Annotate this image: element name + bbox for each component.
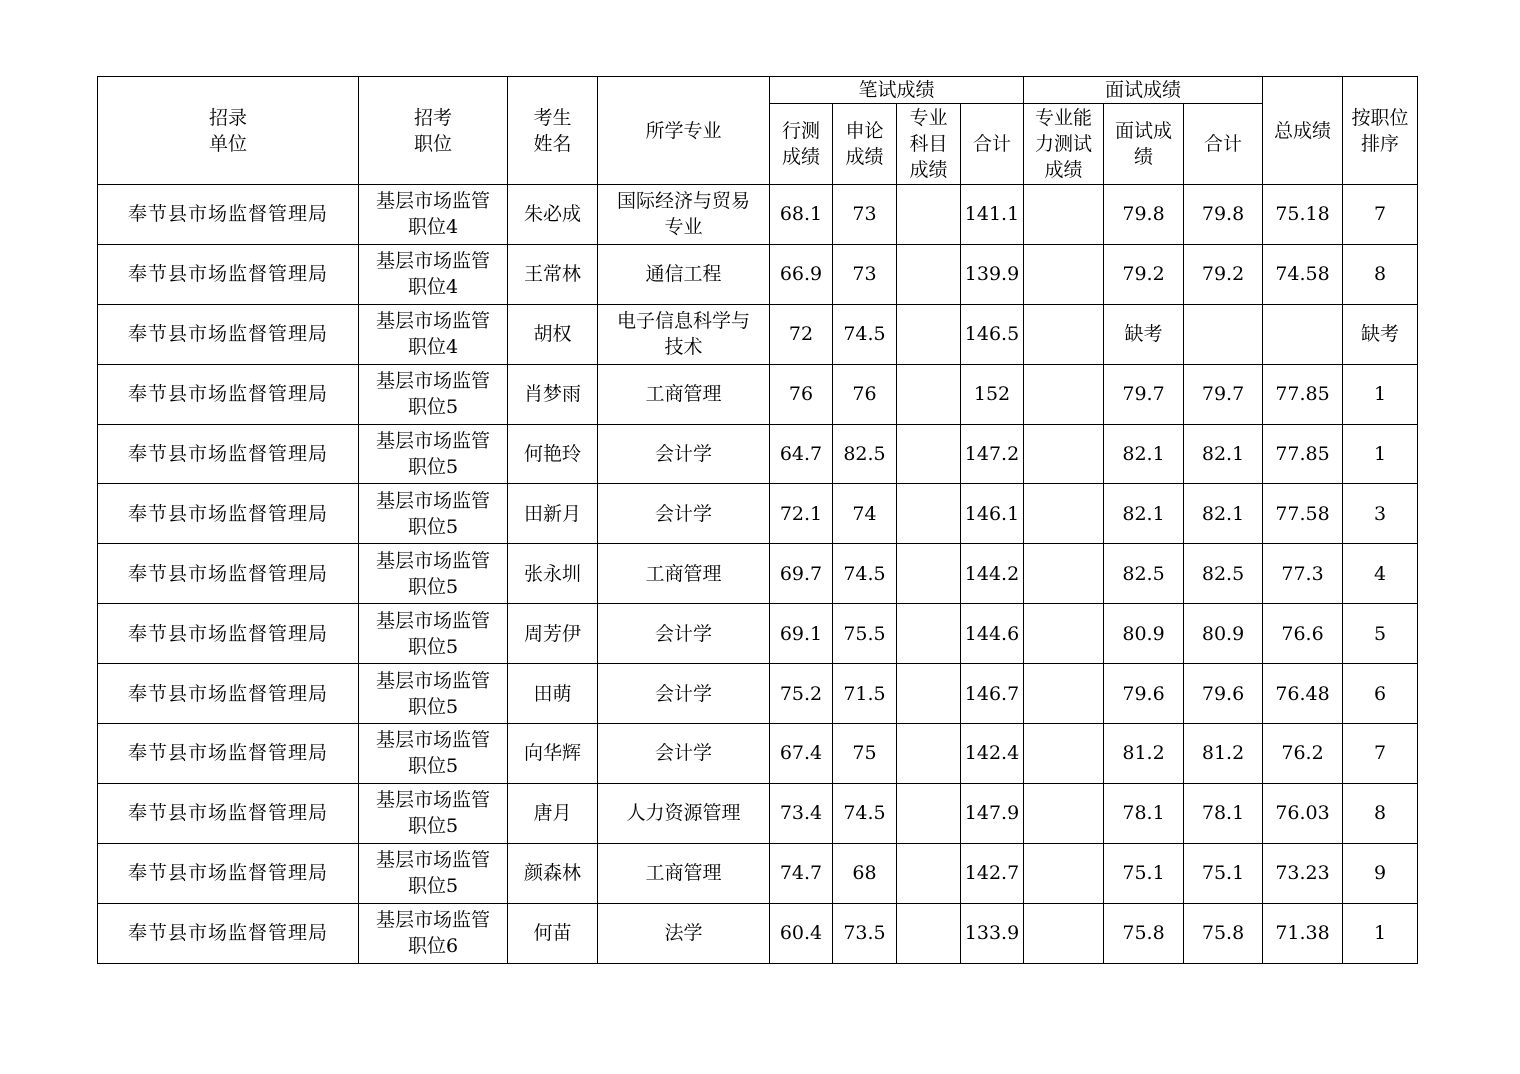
cell-total: 76.03: [1263, 783, 1343, 843]
header-written-total: 合计: [961, 104, 1024, 185]
cell-interview-total: 75.8: [1184, 903, 1263, 963]
cell-interview-total: 79.6: [1184, 664, 1263, 724]
cell-rank: 1: [1343, 364, 1418, 424]
cell-name: 王常林: [508, 244, 598, 304]
table-row: [98, 304, 1418, 364]
cell-written-total: 146.1: [961, 484, 1024, 544]
cell-xingce: 69.7: [770, 544, 833, 604]
cell-total: 73.23: [1263, 843, 1343, 903]
cell-major: 法学: [598, 903, 770, 963]
cell-shenlun: 75: [833, 724, 897, 784]
cell-ability: [1024, 424, 1104, 484]
cell-unit: 奉节县市场监督管理局: [98, 424, 359, 484]
header-interview: 面试成 绩: [1104, 104, 1184, 185]
cell-unit: 奉节县市场监督管理局: [98, 724, 359, 784]
cell-unit: 奉节县市场监督管理局: [98, 544, 359, 604]
cell-written-total: 147.9: [961, 783, 1024, 843]
cell-ability: [1024, 724, 1104, 784]
cell-shenlun: 68: [833, 843, 897, 903]
cell-interview-total: 80.9: [1184, 604, 1263, 664]
cell-total: 75.18: [1263, 185, 1343, 245]
cell-position: 基层市场监管 职位5: [359, 664, 508, 724]
cell-position: 基层市场监管 职位5: [359, 364, 508, 424]
cell-total: [1263, 304, 1343, 364]
cell-unit: 奉节县市场监督管理局: [98, 244, 359, 304]
cell-name: 唐月: [508, 783, 598, 843]
cell-name: 田萌: [508, 664, 598, 724]
cell-xingce: 66.9: [770, 244, 833, 304]
cell-position: 基层市场监管 职位5: [359, 783, 508, 843]
cell-interview-total: 82.1: [1184, 484, 1263, 544]
table-row: [98, 185, 1418, 245]
cell-ability: [1024, 664, 1104, 724]
cell-rank: 1: [1343, 903, 1418, 963]
cell-major: 电子信息科学与 技术: [598, 304, 770, 364]
cell-xingce: 67.4: [770, 724, 833, 784]
cell-unit: 奉节县市场监督管理局: [98, 304, 359, 364]
cell-xingce: 68.1: [770, 185, 833, 245]
cell-written-total: 139.9: [961, 244, 1024, 304]
cell-unit: 奉节县市场监督管理局: [98, 843, 359, 903]
table-row: [98, 664, 1418, 724]
cell-subject: [897, 544, 961, 604]
cell-interview-total: 82.5: [1184, 544, 1263, 604]
cell-name: 周芳伊: [508, 604, 598, 664]
cell-subject: [897, 783, 961, 843]
header-interview-total: 合计: [1184, 104, 1263, 185]
cell-position: 基层市场监管 职位5: [359, 604, 508, 664]
cell-unit: 奉节县市场监督管理局: [98, 484, 359, 544]
header-name: 考生 姓名: [508, 77, 598, 185]
cell-written-total: 152: [961, 364, 1024, 424]
table-row: [98, 484, 1418, 544]
cell-name: 向华辉: [508, 724, 598, 784]
table-row: [98, 244, 1418, 304]
cell-subject: [897, 304, 961, 364]
cell-rank: 5: [1343, 604, 1418, 664]
cell-xingce: 64.7: [770, 424, 833, 484]
cell-shenlun: 73.5: [833, 903, 897, 963]
cell-ability: [1024, 903, 1104, 963]
cell-position: 基层市场监管 职位5: [359, 424, 508, 484]
cell-name: 颜森林: [508, 843, 598, 903]
cell-subject: [897, 484, 961, 544]
header-shenlun: 申论 成绩: [833, 104, 897, 185]
cell-xingce: 75.2: [770, 664, 833, 724]
table-body: [98, 185, 1418, 964]
cell-rank: 6: [1343, 664, 1418, 724]
cell-interview-total: 75.1: [1184, 843, 1263, 903]
cell-ability: [1024, 544, 1104, 604]
table-row: [98, 724, 1418, 784]
cell-position: 基层市场监管 职位5: [359, 544, 508, 604]
cell-shenlun: 74.5: [833, 304, 897, 364]
cell-interview-total: 82.1: [1184, 424, 1263, 484]
header-ability: 专业能 力测试 成绩: [1024, 104, 1104, 185]
cell-rank: 8: [1343, 783, 1418, 843]
cell-interview: 82.5: [1104, 544, 1184, 604]
header-major: 所学专业: [598, 77, 770, 185]
cell-rank: 8: [1343, 244, 1418, 304]
cell-written-total: 141.1: [961, 185, 1024, 245]
cell-shenlun: 74.5: [833, 544, 897, 604]
cell-interview-total: 81.2: [1184, 724, 1263, 784]
cell-shenlun: 73: [833, 244, 897, 304]
cell-name: 何艳玲: [508, 424, 598, 484]
header-xingce: 行测 成绩: [770, 104, 833, 185]
cell-interview: 79.6: [1104, 664, 1184, 724]
cell-interview-total: [1184, 304, 1263, 364]
cell-major: 工商管理: [598, 843, 770, 903]
cell-unit: 奉节县市场监督管理局: [98, 604, 359, 664]
cell-rank: 1: [1343, 424, 1418, 484]
cell-name: 张永圳: [508, 544, 598, 604]
cell-subject: [897, 903, 961, 963]
cell-ability: [1024, 604, 1104, 664]
cell-subject: [897, 664, 961, 724]
cell-major: 会计学: [598, 424, 770, 484]
cell-total: 77.3: [1263, 544, 1343, 604]
table-row: [98, 783, 1418, 843]
cell-interview-total: 79.7: [1184, 364, 1263, 424]
cell-interview: 缺考: [1104, 304, 1184, 364]
cell-position: 基层市场监管 职位5: [359, 724, 508, 784]
cell-shenlun: 75.5: [833, 604, 897, 664]
header-unit: 招录 单位: [98, 77, 359, 185]
cell-rank: 9: [1343, 843, 1418, 903]
cell-major: 通信工程: [598, 244, 770, 304]
cell-interview: 82.1: [1104, 424, 1184, 484]
table-row: [98, 364, 1418, 424]
cell-ability: [1024, 843, 1104, 903]
cell-interview: 78.1: [1104, 783, 1184, 843]
cell-rank: 3: [1343, 484, 1418, 544]
cell-ability: [1024, 304, 1104, 364]
cell-unit: 奉节县市场监督管理局: [98, 185, 359, 245]
cell-xingce: 69.1: [770, 604, 833, 664]
cell-major: 会计学: [598, 484, 770, 544]
cell-total: 71.38: [1263, 903, 1343, 963]
cell-name: 田新月: [508, 484, 598, 544]
header-position: 招考 职位: [359, 77, 508, 185]
cell-major: 会计学: [598, 664, 770, 724]
cell-name: 朱必成: [508, 185, 598, 245]
cell-total: 76.2: [1263, 724, 1343, 784]
cell-interview: 82.1: [1104, 484, 1184, 544]
cell-interview: 79.8: [1104, 185, 1184, 245]
cell-interview: 80.9: [1104, 604, 1184, 664]
table-row: [98, 843, 1418, 903]
cell-rank: 7: [1343, 724, 1418, 784]
cell-rank: 缺考: [1343, 304, 1418, 364]
cell-unit: 奉节县市场监督管理局: [98, 903, 359, 963]
cell-interview-total: 79.8: [1184, 185, 1263, 245]
table-row: [98, 544, 1418, 604]
cell-name: 肖梦雨: [508, 364, 598, 424]
cell-name: 胡权: [508, 304, 598, 364]
cell-written-total: 142.4: [961, 724, 1024, 784]
header-rank: 按职位 排序: [1343, 77, 1418, 185]
cell-interview: 75.1: [1104, 843, 1184, 903]
cell-unit: 奉节县市场监督管理局: [98, 364, 359, 424]
cell-major: 会计学: [598, 604, 770, 664]
cell-position: 基层市场监管 职位4: [359, 185, 508, 245]
cell-interview-total: 78.1: [1184, 783, 1263, 843]
cell-ability: [1024, 364, 1104, 424]
cell-ability: [1024, 783, 1104, 843]
table-row: [98, 424, 1418, 484]
cell-ability: [1024, 484, 1104, 544]
cell-interview: 75.8: [1104, 903, 1184, 963]
cell-xingce: 73.4: [770, 783, 833, 843]
cell-shenlun: 71.5: [833, 664, 897, 724]
cell-ability: [1024, 185, 1104, 245]
cell-subject: [897, 364, 961, 424]
cell-xingce: 72: [770, 304, 833, 364]
cell-xingce: 76: [770, 364, 833, 424]
cell-position: 基层市场监管 职位4: [359, 244, 508, 304]
cell-written-total: 142.7: [961, 843, 1024, 903]
cell-major: 会计学: [598, 724, 770, 784]
cell-subject: [897, 424, 961, 484]
cell-ability: [1024, 244, 1104, 304]
cell-subject: [897, 843, 961, 903]
table-row: [98, 604, 1418, 664]
cell-written-total: 144.6: [961, 604, 1024, 664]
cell-major: 工商管理: [598, 544, 770, 604]
cell-position: 基层市场监管 职位5: [359, 843, 508, 903]
cell-written-total: 144.2: [961, 544, 1024, 604]
cell-shenlun: 76: [833, 364, 897, 424]
score-table: [97, 76, 1418, 964]
table-row: [98, 903, 1418, 963]
cell-written-total: 147.2: [961, 424, 1024, 484]
cell-subject: [897, 185, 961, 245]
cell-written-total: 146.7: [961, 664, 1024, 724]
cell-subject: [897, 244, 961, 304]
cell-total: 76.48: [1263, 664, 1343, 724]
cell-xingce: 74.7: [770, 843, 833, 903]
cell-name: 何苗: [508, 903, 598, 963]
cell-unit: 奉节县市场监督管理局: [98, 664, 359, 724]
cell-interview: 79.7: [1104, 364, 1184, 424]
cell-position: 基层市场监管 职位5: [359, 484, 508, 544]
cell-total: 77.85: [1263, 424, 1343, 484]
cell-unit: 奉节县市场监督管理局: [98, 783, 359, 843]
cell-interview: 81.2: [1104, 724, 1184, 784]
cell-shenlun: 74.5: [833, 783, 897, 843]
cell-written-total: 146.5: [961, 304, 1024, 364]
cell-total: 74.58: [1263, 244, 1343, 304]
cell-major: 工商管理: [598, 364, 770, 424]
header-total: 总成绩: [1263, 77, 1343, 185]
cell-xingce: 72.1: [770, 484, 833, 544]
cell-shenlun: 73: [833, 185, 897, 245]
header-interview-group: 面试成绩: [1024, 77, 1263, 104]
cell-rank: 4: [1343, 544, 1418, 604]
cell-position: 基层市场监管 职位4: [359, 304, 508, 364]
header-subject: 专业 科目 成绩: [897, 104, 961, 185]
cell-shenlun: 74: [833, 484, 897, 544]
header-written-group: 笔试成绩: [770, 77, 1024, 104]
cell-interview-total: 79.2: [1184, 244, 1263, 304]
cell-shenlun: 82.5: [833, 424, 897, 484]
cell-major: 国际经济与贸易 专业: [598, 185, 770, 245]
cell-total: 76.6: [1263, 604, 1343, 664]
cell-subject: [897, 724, 961, 784]
cell-total: 77.85: [1263, 364, 1343, 424]
cell-interview: 79.2: [1104, 244, 1184, 304]
cell-major: 人力资源管理: [598, 783, 770, 843]
cell-rank: 7: [1343, 185, 1418, 245]
cell-position: 基层市场监管 职位6: [359, 903, 508, 963]
cell-xingce: 60.4: [770, 903, 833, 963]
cell-subject: [897, 604, 961, 664]
cell-total: 77.58: [1263, 484, 1343, 544]
cell-written-total: 133.9: [961, 903, 1024, 963]
